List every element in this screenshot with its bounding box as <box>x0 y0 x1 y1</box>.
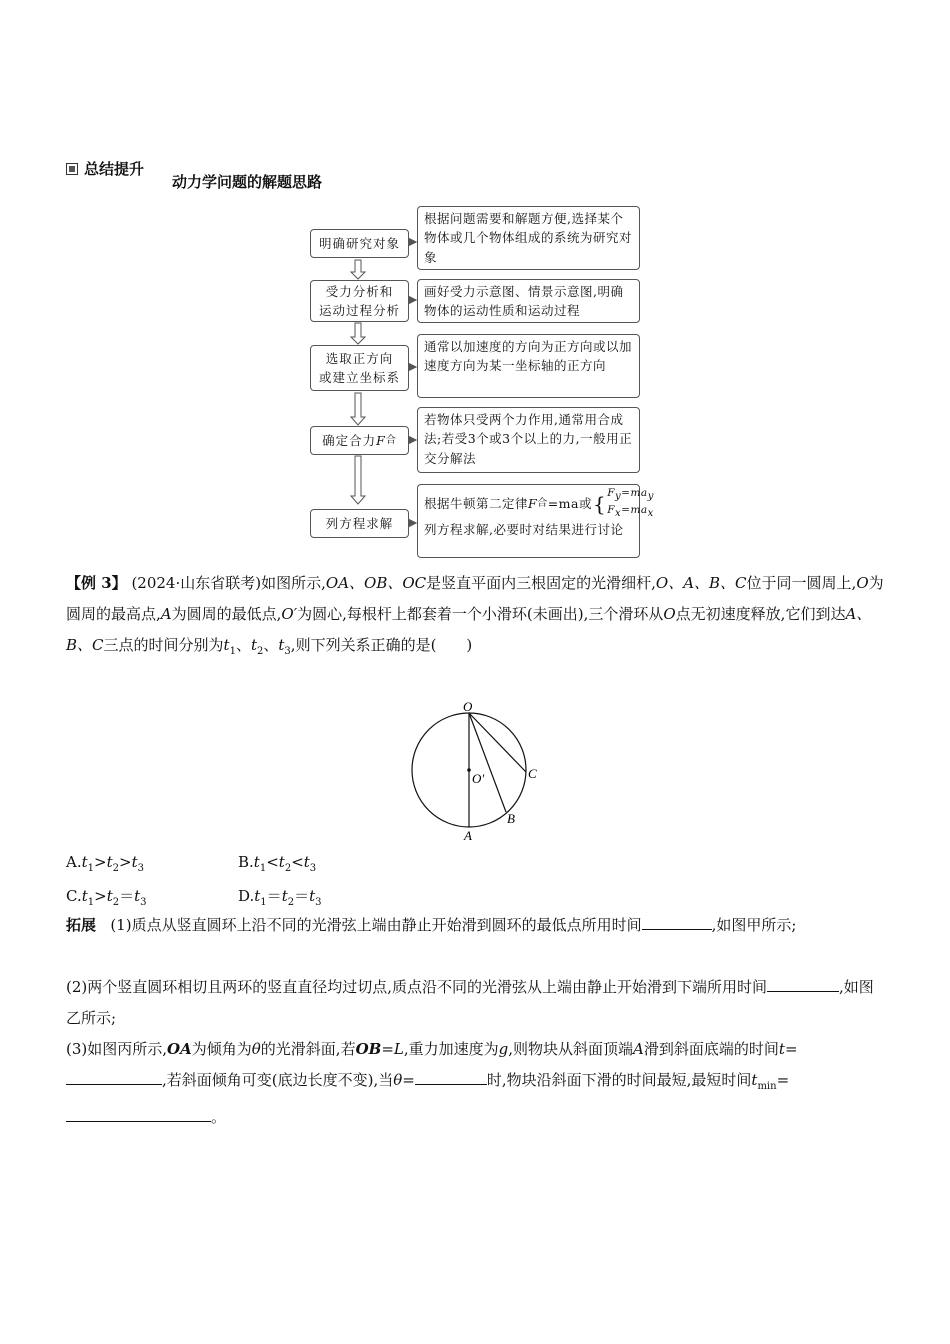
down-arrow-3 <box>351 393 365 425</box>
brace-icon: { <box>592 491 607 516</box>
label-B: B <box>507 811 515 826</box>
circle-diagram <box>400 695 550 845</box>
step-1-box: 明确研究对象 <box>310 229 409 258</box>
step-2-box: 受力分析和 运动过程分析 <box>310 280 409 322</box>
rod-OB <box>469 713 506 812</box>
step-3-box: 选取正方向 或建立坐标系 <box>310 345 409 391</box>
square-bullet-icon <box>66 163 78 175</box>
down-arrow-1 <box>351 260 365 279</box>
extension-part-2: (2)两个竖直圆环相切且两环的竖直直径均过切点,质点沿不同的光滑弦从上端由静止开始滑到下端所用时间 ,如图乙所示; <box>66 972 886 1034</box>
option-D[interactable]: $D.t_1=t_2=t_3$ <box>238 887 322 908</box>
summary-heading-text: 总结提升 <box>84 160 145 178</box>
example-question: 【例 3】 (2024·山东省联考)如图所示,OA、OB、OC是竖直平面内三根固定的光滑细杆,O、A、B、C位于同一圆周上,O为圆周的最高点,A为圆周的最低点,O′为圆心,每根杆上都套着一个小滑环(未画出),三个滑环从O点无初速度释放,它们到达A、B、C三点的时间分别为$t_1$、$t_2$、$t_3$,则下列关系正确的是( ) <box>66 574 884 657</box>
option-A[interactable]: $A.t_1>t_2>t_3$ <box>66 853 144 874</box>
blank-1[interactable] <box>642 912 712 930</box>
down-arrow-4 <box>351 456 365 504</box>
extension-part-3: (3)如图丙所示,OA为倾角为θ的光滑斜面,若OB=L,重力加速度为g,则物块从斜面顶端A滑到斜面底端的时间t=,若斜面倾角可变(底边长度不变),当θ= 时,物块沿斜面下滑的时间最短,最短时间$t_{min}=$。 <box>66 1040 798 1126</box>
down-arrow-2 <box>351 323 365 344</box>
label-center: O′ <box>472 771 485 786</box>
blank-5[interactable] <box>66 1104 211 1122</box>
step-2-desc: 画好受力示意图、情景示意图,明确物体的运动性质和运动过程 <box>417 279 640 323</box>
rod-OC <box>469 713 526 772</box>
summary-heading <box>66 158 144 179</box>
blank-4[interactable] <box>415 1067 487 1085</box>
step-1-desc: 根据问题需要和解题方便,选择某个物体或几个物体组成的系统为研究对象 <box>417 206 640 270</box>
option-C[interactable]: $C.t_1>t_2=t_3$ <box>66 887 147 908</box>
center-point <box>467 768 471 772</box>
option-B[interactable]: $B.t_1<t_2<t_3$ <box>238 853 317 874</box>
summary-subtitle: 动力学问题的解题思路 <box>172 173 323 191</box>
step-3-desc: 通常以加速度的方向为正方向或以加速度方向为某一坐标轴的正方向 <box>417 334 640 398</box>
label-O: O <box>463 699 473 714</box>
blank-3[interactable] <box>66 1067 162 1085</box>
label-C: C <box>528 766 537 781</box>
extension-part-1: 拓展 (1)质点从竖直圆环上沿不同的光滑弦上端由静止开始滑到圆环的最低点所用时间 ,如图甲所示; <box>66 910 886 941</box>
step-4-box: 确定合力 F 合 <box>310 426 409 455</box>
blank-2[interactable] <box>767 974 839 992</box>
step-5-box: 列方程求解 <box>310 509 409 538</box>
step-4-desc: 若物体只受两个力作用,通常用合成法;若受3个或3个以上的力,一般用正交分解法 <box>417 407 640 473</box>
label-A: A <box>464 828 472 843</box>
step-5-desc: 根据牛顿第二定律 F 合 =ma或 { $F_y=ma_y$ $F_x=ma_x$ 列方程求解,必要时对结果进行讨论 <box>417 484 640 558</box>
